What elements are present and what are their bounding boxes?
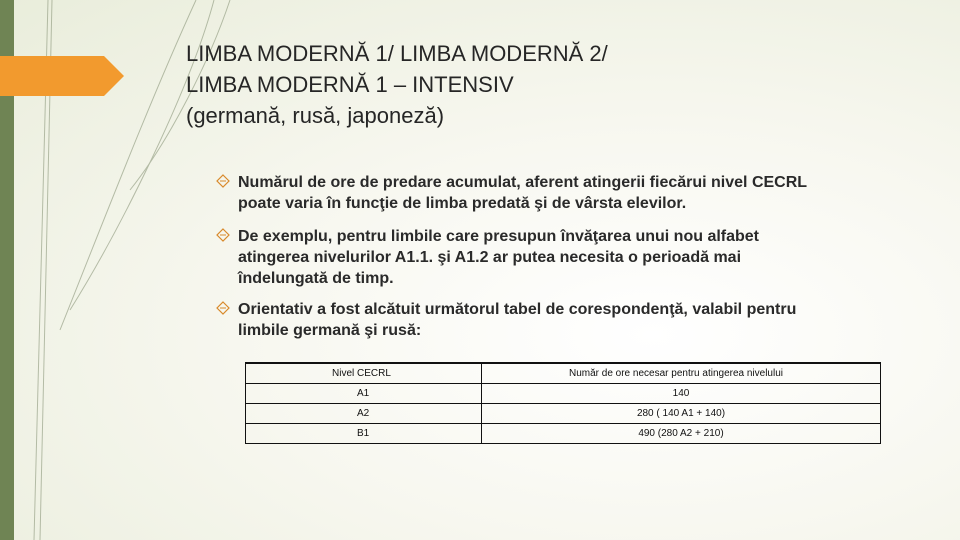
- bullet-line: poate varia în funcţie de limba predată şi de vârsta elevilor.: [238, 195, 687, 212]
- arrow-tab-icon: [0, 56, 124, 96]
- table-cell: 280 ( 140 A1 + 140): [482, 404, 881, 424]
- table-row: [246, 404, 881, 424]
- table-cell: 140: [482, 384, 881, 404]
- table-cell: B1: [246, 424, 482, 444]
- table-row: [246, 424, 881, 444]
- table-cell: 490 (280 A2 + 210): [482, 424, 881, 444]
- title-line-2: LIMBA MODERNĂ 1 – INTENSIV: [186, 72, 514, 97]
- diamond-outline-icon: [216, 301, 230, 315]
- table-header-cell: Număr de ore necesar pentru atingerea nivelului: [482, 363, 881, 384]
- bullet-item: [214, 226, 904, 289]
- table-cell: A2: [246, 404, 482, 424]
- bullet-line: De exemplu, pentru limbile care presupun învăţarea unui nou alfabet: [238, 228, 760, 245]
- bullet-line: Orientativ a fost alcătuit următorul tabel de corespondenţă, valabil pentru: [238, 301, 797, 318]
- diamond-outline-icon: [216, 228, 230, 242]
- bullet-line: Numărul de ore de predare acumulat, aferent atingerii fiecărui nivel CECRL: [238, 174, 808, 191]
- bullet-item: [214, 172, 904, 214]
- table-cell: A1: [246, 384, 482, 404]
- bullet-line: atingerea nivelurilor A1.1. şi A1.2 ar putea necesita o perioadă mai: [238, 249, 742, 266]
- table-header-row: [246, 363, 881, 384]
- bullet-item: [214, 299, 904, 341]
- diamond-outline-icon: [216, 174, 230, 188]
- bullet-list: [214, 172, 904, 341]
- title-line-3: (germană, rusă, japoneză): [186, 103, 445, 128]
- slide-title: [186, 38, 786, 131]
- table-row: [246, 384, 881, 404]
- table-header-cell: Nivel CECRL: [246, 363, 482, 384]
- bullet-line: îndelungată de timp.: [238, 270, 394, 287]
- bullet-line: limbile germană şi rusă:: [238, 322, 422, 339]
- correspondence-table: [245, 362, 881, 444]
- title-line-1: LIMBA MODERNĂ 1/ LIMBA MODERNĂ 2/: [186, 41, 608, 66]
